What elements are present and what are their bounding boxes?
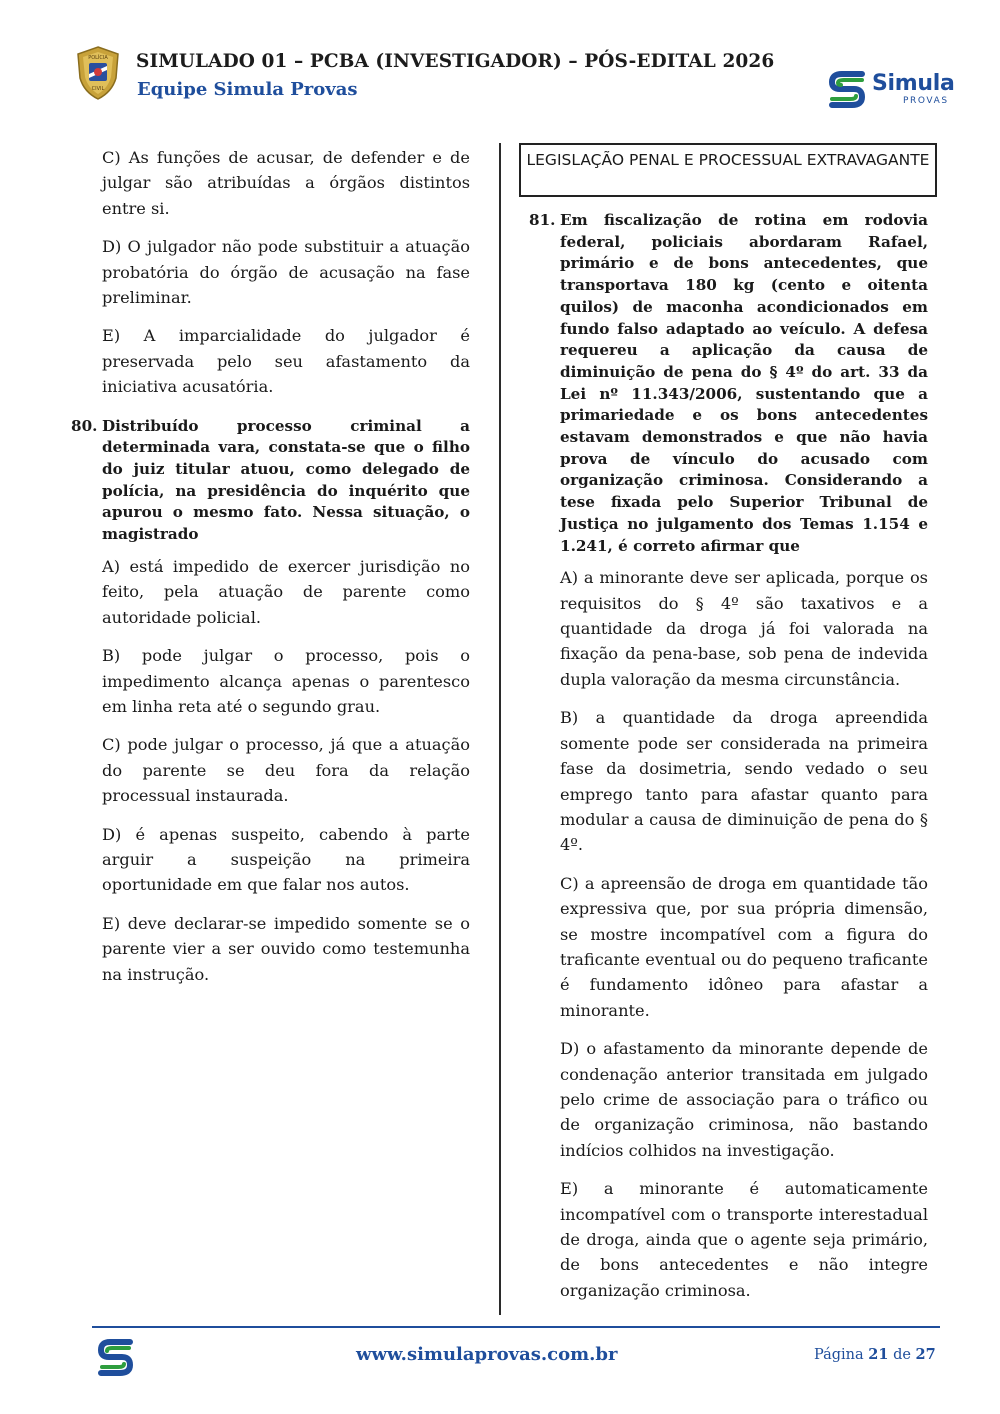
answer-option: C) pode julgar o processo, já que a atuação do parente se deu fora da relação processual instaurada.	[102, 735, 470, 806]
answer-option: E) a minorante é automaticamente incompatível com o transporte interestadual de droga, ainda que o agente seja primário, de bons antecedentes e não integre organização criminosa.	[560, 1179, 928, 1300]
right-column	[529, 210, 928, 1316]
answer-option: E) deve declarar-se impedido somente se o parente vier a ser ouvido como testemunha na instrução.	[102, 913, 470, 984]
question-number: 80.	[71, 416, 98, 435]
answer-option: C) As funções de acusar, de defender e de julgar são atribuídas a órgãos distintos entre si.	[102, 148, 470, 218]
answer-option: D) o afastamento da minorante depende de condenação anterior transitada em julgado pelo crime de associação para o tráfico ou de organização criminosa, não bastando indícios colhidos na investigação.	[560, 1039, 928, 1160]
svg-text:CIVIL: CIVIL	[91, 86, 105, 92]
answer-option: B) a quantidade da droga apreendida somente pode ser considerada na primeira fase da dosimetria, sendo vedado o seu emprego tanto para afastar quanto para modular a causa de diminuição de pena do § 4º.	[560, 708, 928, 855]
police-badge-icon	[76, 46, 120, 100]
left-column	[71, 145, 470, 1000]
column-divider	[499, 143, 501, 1315]
website-link[interactable]: www.simulaprovas.com.br	[356, 1344, 618, 1365]
answer-option: A) está impedido de exercer jurisdição no feito, pela atuação de parente como autoridade policial.	[102, 556, 470, 627]
answer-option: D) O julgador não pode substituir a atuação probatória do órgão de acusação na fase preliminar.	[102, 237, 470, 308]
answer-option: B) pode julgar o processo, pois o impedimento alcança apenas o parentesco em linha reta até o segundo grau.	[102, 646, 470, 716]
answer-option: D) é apenas suspeito, cabendo à parte arguir a suspeição na primeira oportunidade em que falar nos autos.	[102, 824, 470, 895]
question-number: 81.	[529, 211, 556, 229]
answer-option: C) a apreensão de droga em quantidade tão expressiva que, por sua própria dimensão, se mostre incompatível com a figura do traficante eventual ou do pequeno traficante é fundamento idôneo para afastar a minorante.	[560, 873, 928, 1020]
document-subtitle: Equipe Simula Provas	[137, 79, 358, 100]
answer-option: A) a minorante deve ser aplicada, porque os requisitos do § 4º são taxativos e a quantidade da droga já foi valorada na fixação da pena-base, sob pena de indevida dupla valoração da mesma circunstância.	[560, 568, 928, 689]
question-80-stem	[71, 416, 470, 546]
page-number: Página 21 de 27	[814, 1346, 936, 1363]
footer-rule	[92, 1326, 940, 1328]
section-heading: LEGISLAÇÃO PENAL E PROCESSUAL EXTRAVAGANTE	[519, 143, 937, 197]
question-text: Em fiscalização de rotina em rodovia federal, policiais abordaram Rafael, primário e de bons antecedentes, que transportava 180 kg (cento e oitenta quilos) de maconha acondicionados em fundo falso adaptado ao veículo. A defesa requereu a aplicação da causa de diminuição de pena do § 4º do art. 33 da Lei nº 11.343/2006, sustentando que a primariedade e os bons antecedentes estavam demonstrados e que não havia prova de vínculo do acusado com organização criminosa. Considerando a tese fixada pelo Superior Tribunal de Justiça no julgamento dos Temas 1.154 e 1.241, é correto afirmar que	[560, 211, 928, 555]
document-title: SIMULADO 01 – PCBA (INVESTIGADOR) – PÓS-EDITAL 2026	[136, 51, 775, 72]
logo-wordmark: Simula	[872, 71, 955, 96]
svg-text:POLÍCIA: POLÍCIA	[88, 55, 108, 61]
logo-tagline: PROVAS	[903, 96, 949, 106]
footer-logo-icon	[96, 1337, 136, 1379]
question-81-stem	[529, 210, 928, 557]
question-text: Distribuído processo criminal a determinada vara, constata-se que o filho do juiz titular atuou, como delegado de polícia, na presidência do inquérito que apurou o mesmo fato. Nessa situação, o magistrado	[102, 416, 470, 544]
answer-option: E) A imparcialidade do julgador é preservada pelo seu afastamento da iniciativa acusatória.	[102, 326, 470, 397]
